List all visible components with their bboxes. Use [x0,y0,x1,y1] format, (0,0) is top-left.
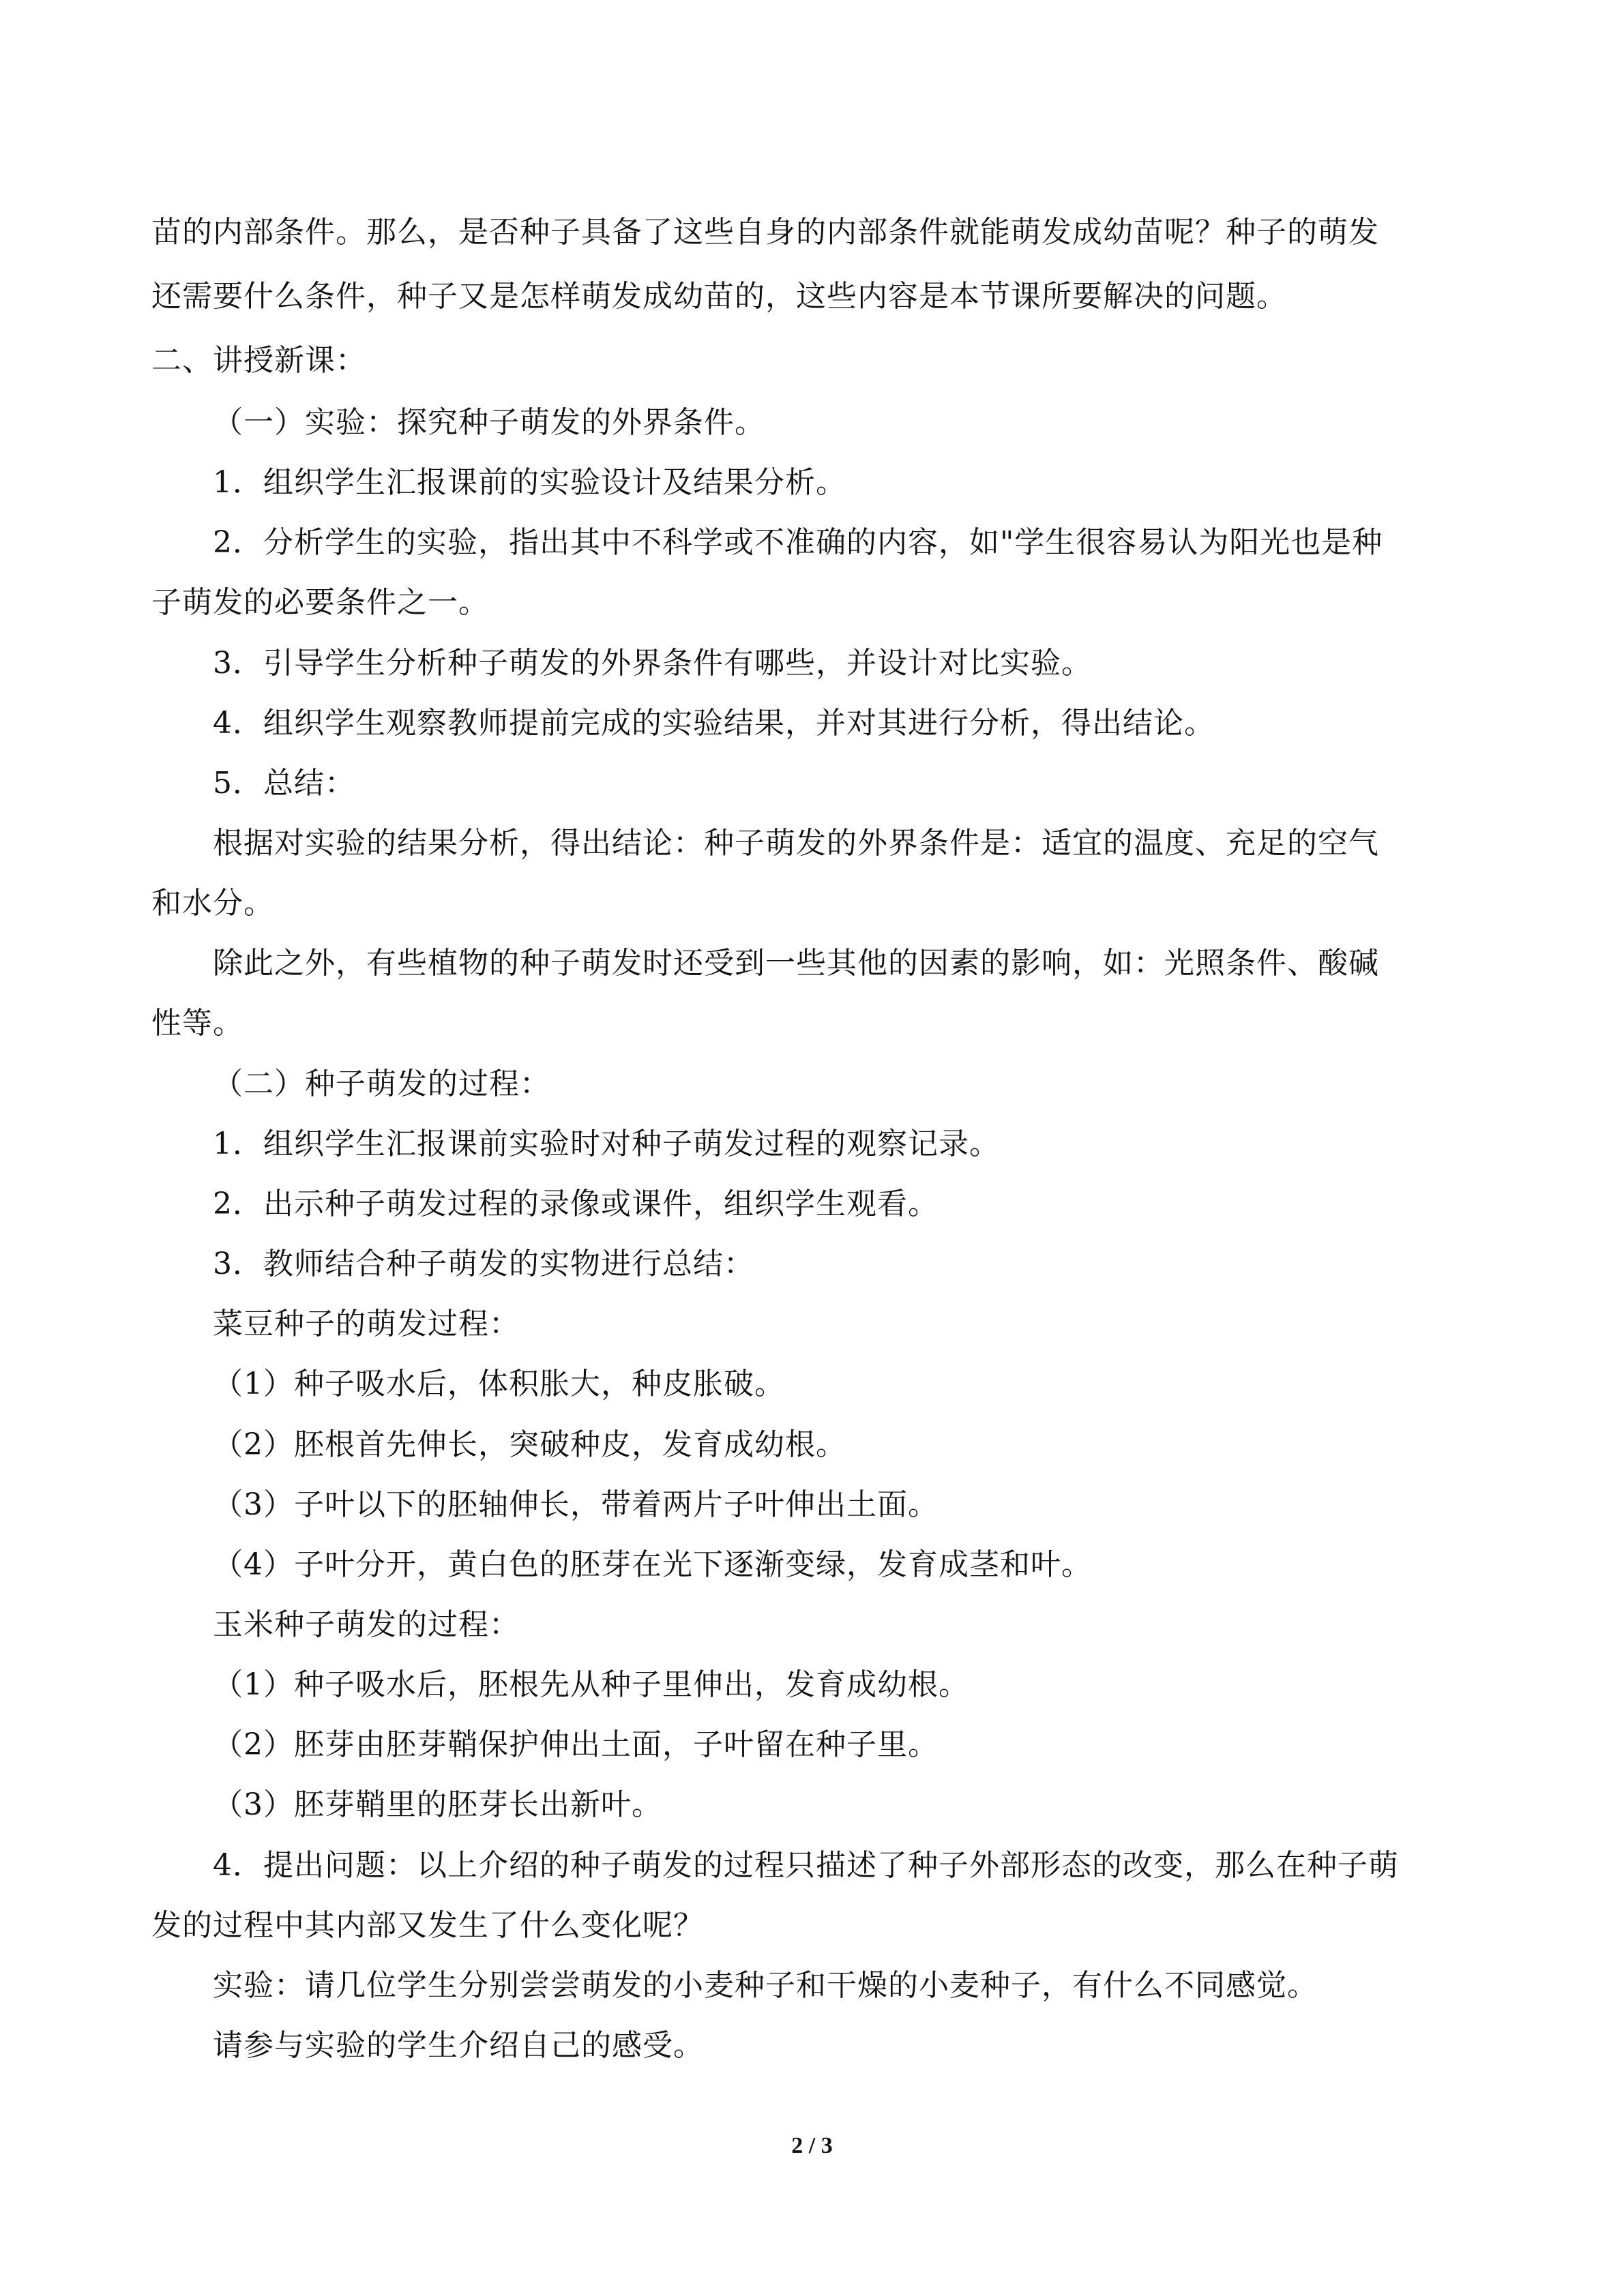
paragraph-line: 性等。 [151,1006,243,1041]
section-heading: 二、讲授新课： [151,343,366,378]
paragraph-line: 苗的内部条件。那么，是否种子具备了这些自身的内部条件就能萌发成幼苗呢？种子的萌发 [151,215,1379,250]
paragraph-line: 子萌发的必要条件之一。 [151,585,489,620]
paragraph-line: 请参与实验的学生介绍自己的感受。 [213,2028,704,2063]
list-item: （4）子叶分开，黄白色的胚芽在光下逐渐变绿，发育成茎和叶。 [213,1547,1092,1582]
list-item: 5．总结： [213,766,355,801]
list-item: 3．引导学生分析种子萌发的外界条件有哪些，并设计对比实验。 [213,646,1092,681]
paragraph-line: 发的过程中其内部又发生了什么变化呢？ [151,1908,704,1943]
list-item: 2．出示种子萌发过程的录像或课件，组织学生观看。 [213,1187,939,1221]
paragraph-line: 还需要什么条件，种子又是怎样萌发成幼苗的，这些内容是本节课所要解决的问题。 [151,279,1287,314]
list-item: （3）子叶以下的胚轴伸长，带着两片子叶伸出土面。 [213,1487,939,1522]
list-item: （1）种子吸水后，胚根先从种子里伸出，发育成幼根。 [213,1667,969,1702]
paragraph-line: 和水分。 [151,886,274,921]
paragraph-line: 根据对实验的结果分析，得出结论：种子萌发的外界条件是：适宜的温度、充足的空气 [213,826,1379,861]
paragraph-line: 玉米种子萌发的过程： [213,1607,520,1642]
list-item: （3）胚芽鞘里的胚芽长出新叶。 [213,1787,662,1822]
paragraph-line: 实验：请几位学生分别尝尝萌发的小麦种子和干燥的小麦种子，有什么不同感觉。 [213,1968,1318,2003]
paragraph-line: 菜豆种子的萌发过程： [213,1307,520,1341]
list-item: （1）种子吸水后，体积胀大，种皮胀破。 [213,1367,785,1401]
list-item: 2．分析学生的实验，指出其中不科学或不准确的内容，如"学生很容易认为阳光也是种 [213,525,1383,560]
subsection-heading: （二）种子萌发的过程： [213,1067,550,1101]
page-number: 2 / 3 [791,2133,833,2158]
list-item: 4．提出问题：以上介绍的种子萌发的过程只描述了种子外部形态的改变，那么在种子萌 [213,1848,1399,1883]
paragraph-line: 除此之外，有些植物的种子萌发时还受到一些其他的因素的影响，如：光照条件、酸碱 [213,946,1379,981]
list-item: 1．组织学生汇报课前的实验设计及结果分析。 [213,465,846,500]
list-item: （2）胚芽由胚芽鞘保护伸出土面，子叶留在种子里。 [213,1727,939,1762]
subsection-heading: （一）实验：探究种子萌发的外界条件。 [213,405,765,440]
list-item: 1．组织学生汇报课前实验时对种子萌发过程的观察记录。 [213,1127,1000,1161]
list-item: 4．组织学生观察教师提前完成的实验结果，并对其进行分析，得出结论。 [213,706,1215,741]
list-item: （2）胚根首先伸长，突破种皮，发育成幼根。 [213,1427,846,1462]
list-item: 3．教师结合种子萌发的实物进行总结： [213,1247,754,1281]
